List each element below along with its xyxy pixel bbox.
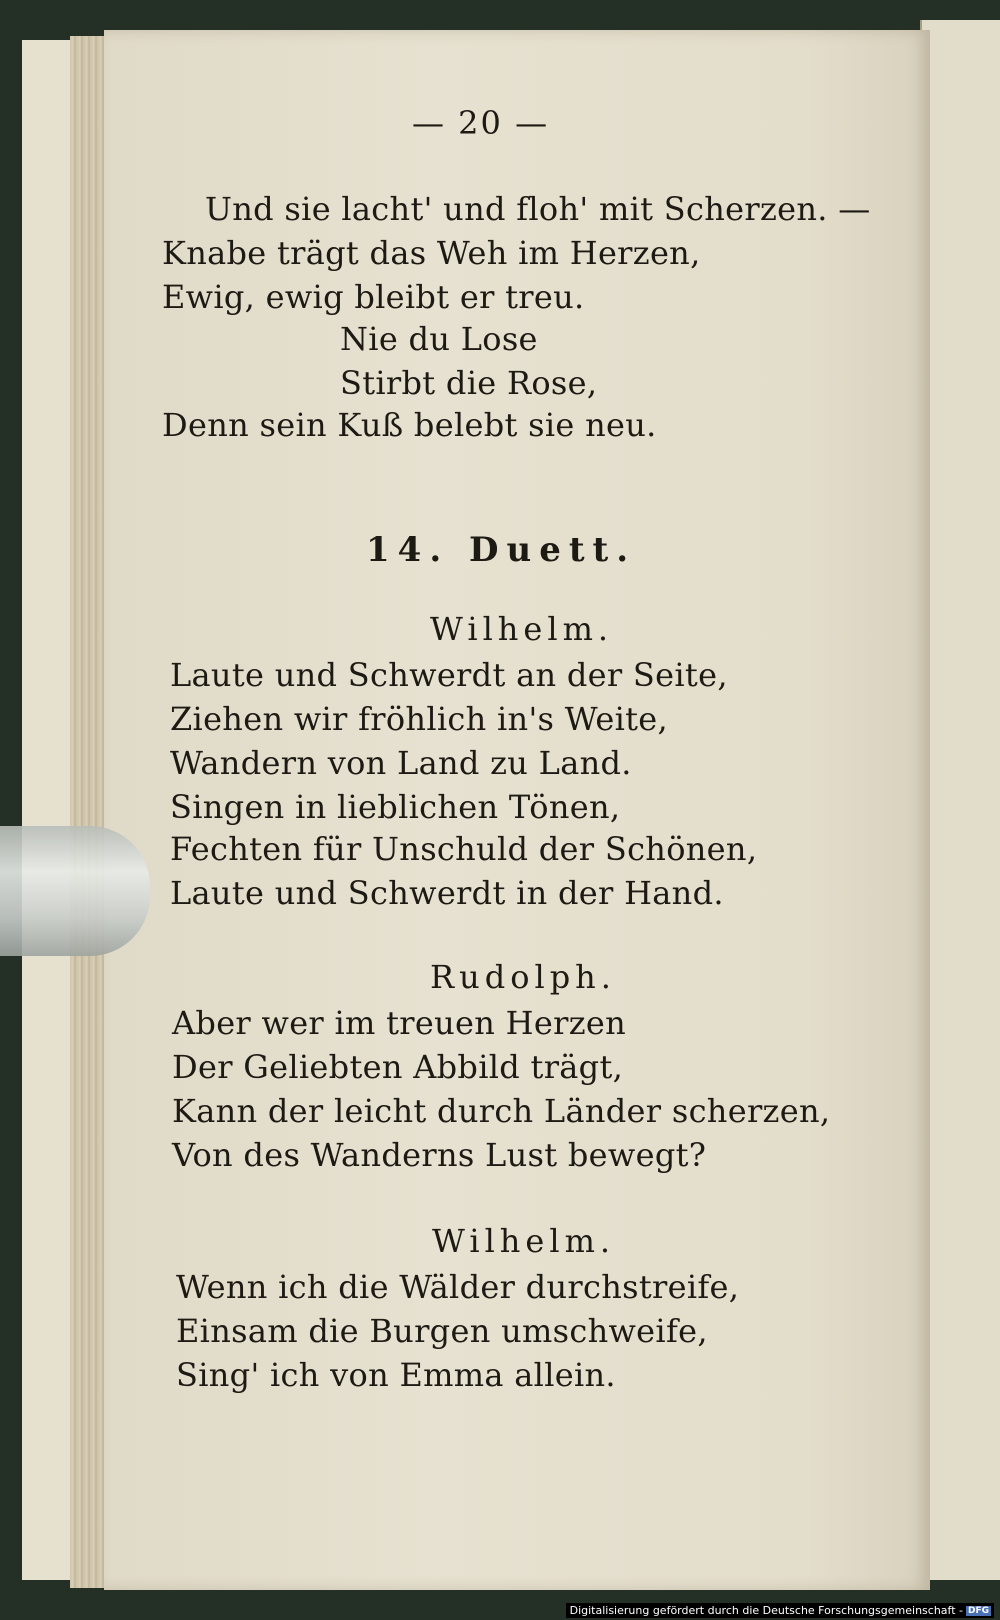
verse-line: Wenn ich die Wälder durchstreife,: [176, 1268, 740, 1306]
section-title: 14. Duett.: [366, 530, 637, 570]
adjacent-page: [920, 20, 1000, 1580]
verse-line: Kann der leicht durch Länder scherzen,: [172, 1092, 831, 1130]
page-edges: [70, 36, 106, 1588]
verse-line: Ewig, ewig bleibt er treu.: [162, 278, 585, 316]
digitization-credit: [566, 1603, 994, 1618]
verse-line: Fechten für Unschuld der Schönen,: [170, 830, 758, 868]
verse-line: Denn sein Kuß belebt sie neu.: [162, 406, 657, 444]
verse-line: Singen in lieblichen Tönen,: [170, 788, 621, 826]
verse-line: Einsam die Burgen umschweife,: [176, 1312, 708, 1350]
verse-line: Stirbt die Rose,: [340, 364, 598, 402]
verse-line: Nie du Lose: [340, 320, 538, 358]
verse-line: Von des Wanderns Lust bewegt?: [172, 1136, 707, 1174]
verse-line: Laute und Schwerdt in der Hand.: [170, 874, 724, 912]
dfg-logo: DFG: [967, 1605, 989, 1616]
verse-line: Wandern von Land zu Land.: [170, 744, 632, 782]
verse-line: Aber wer im treuen Herzen: [172, 1004, 627, 1042]
speaker-name: Wilhelm.: [432, 1222, 616, 1260]
verse-line: Ziehen wir fröhlich in's Weite,: [170, 700, 668, 738]
page-clip: [0, 826, 150, 956]
verse-line: Knabe trägt das Weh im Herzen,: [162, 234, 701, 272]
verse-line: Und sie lacht' und floh' mit Scherzen. —: [205, 190, 871, 228]
page-number: — 20 —: [412, 104, 550, 142]
verse-line: Der Geliebten Abbild trägt,: [172, 1048, 624, 1086]
credit-text: Digitalisierung gefördert durch die Deutsche Forschungsgemeinschaft -: [569, 1604, 963, 1617]
verse-line: Laute und Schwerdt an der Seite,: [170, 656, 728, 694]
speaker-name: Wilhelm.: [430, 610, 614, 648]
speaker-name: Rudolph.: [430, 958, 616, 996]
verse-line: Sing' ich von Emma allein.: [176, 1356, 616, 1394]
